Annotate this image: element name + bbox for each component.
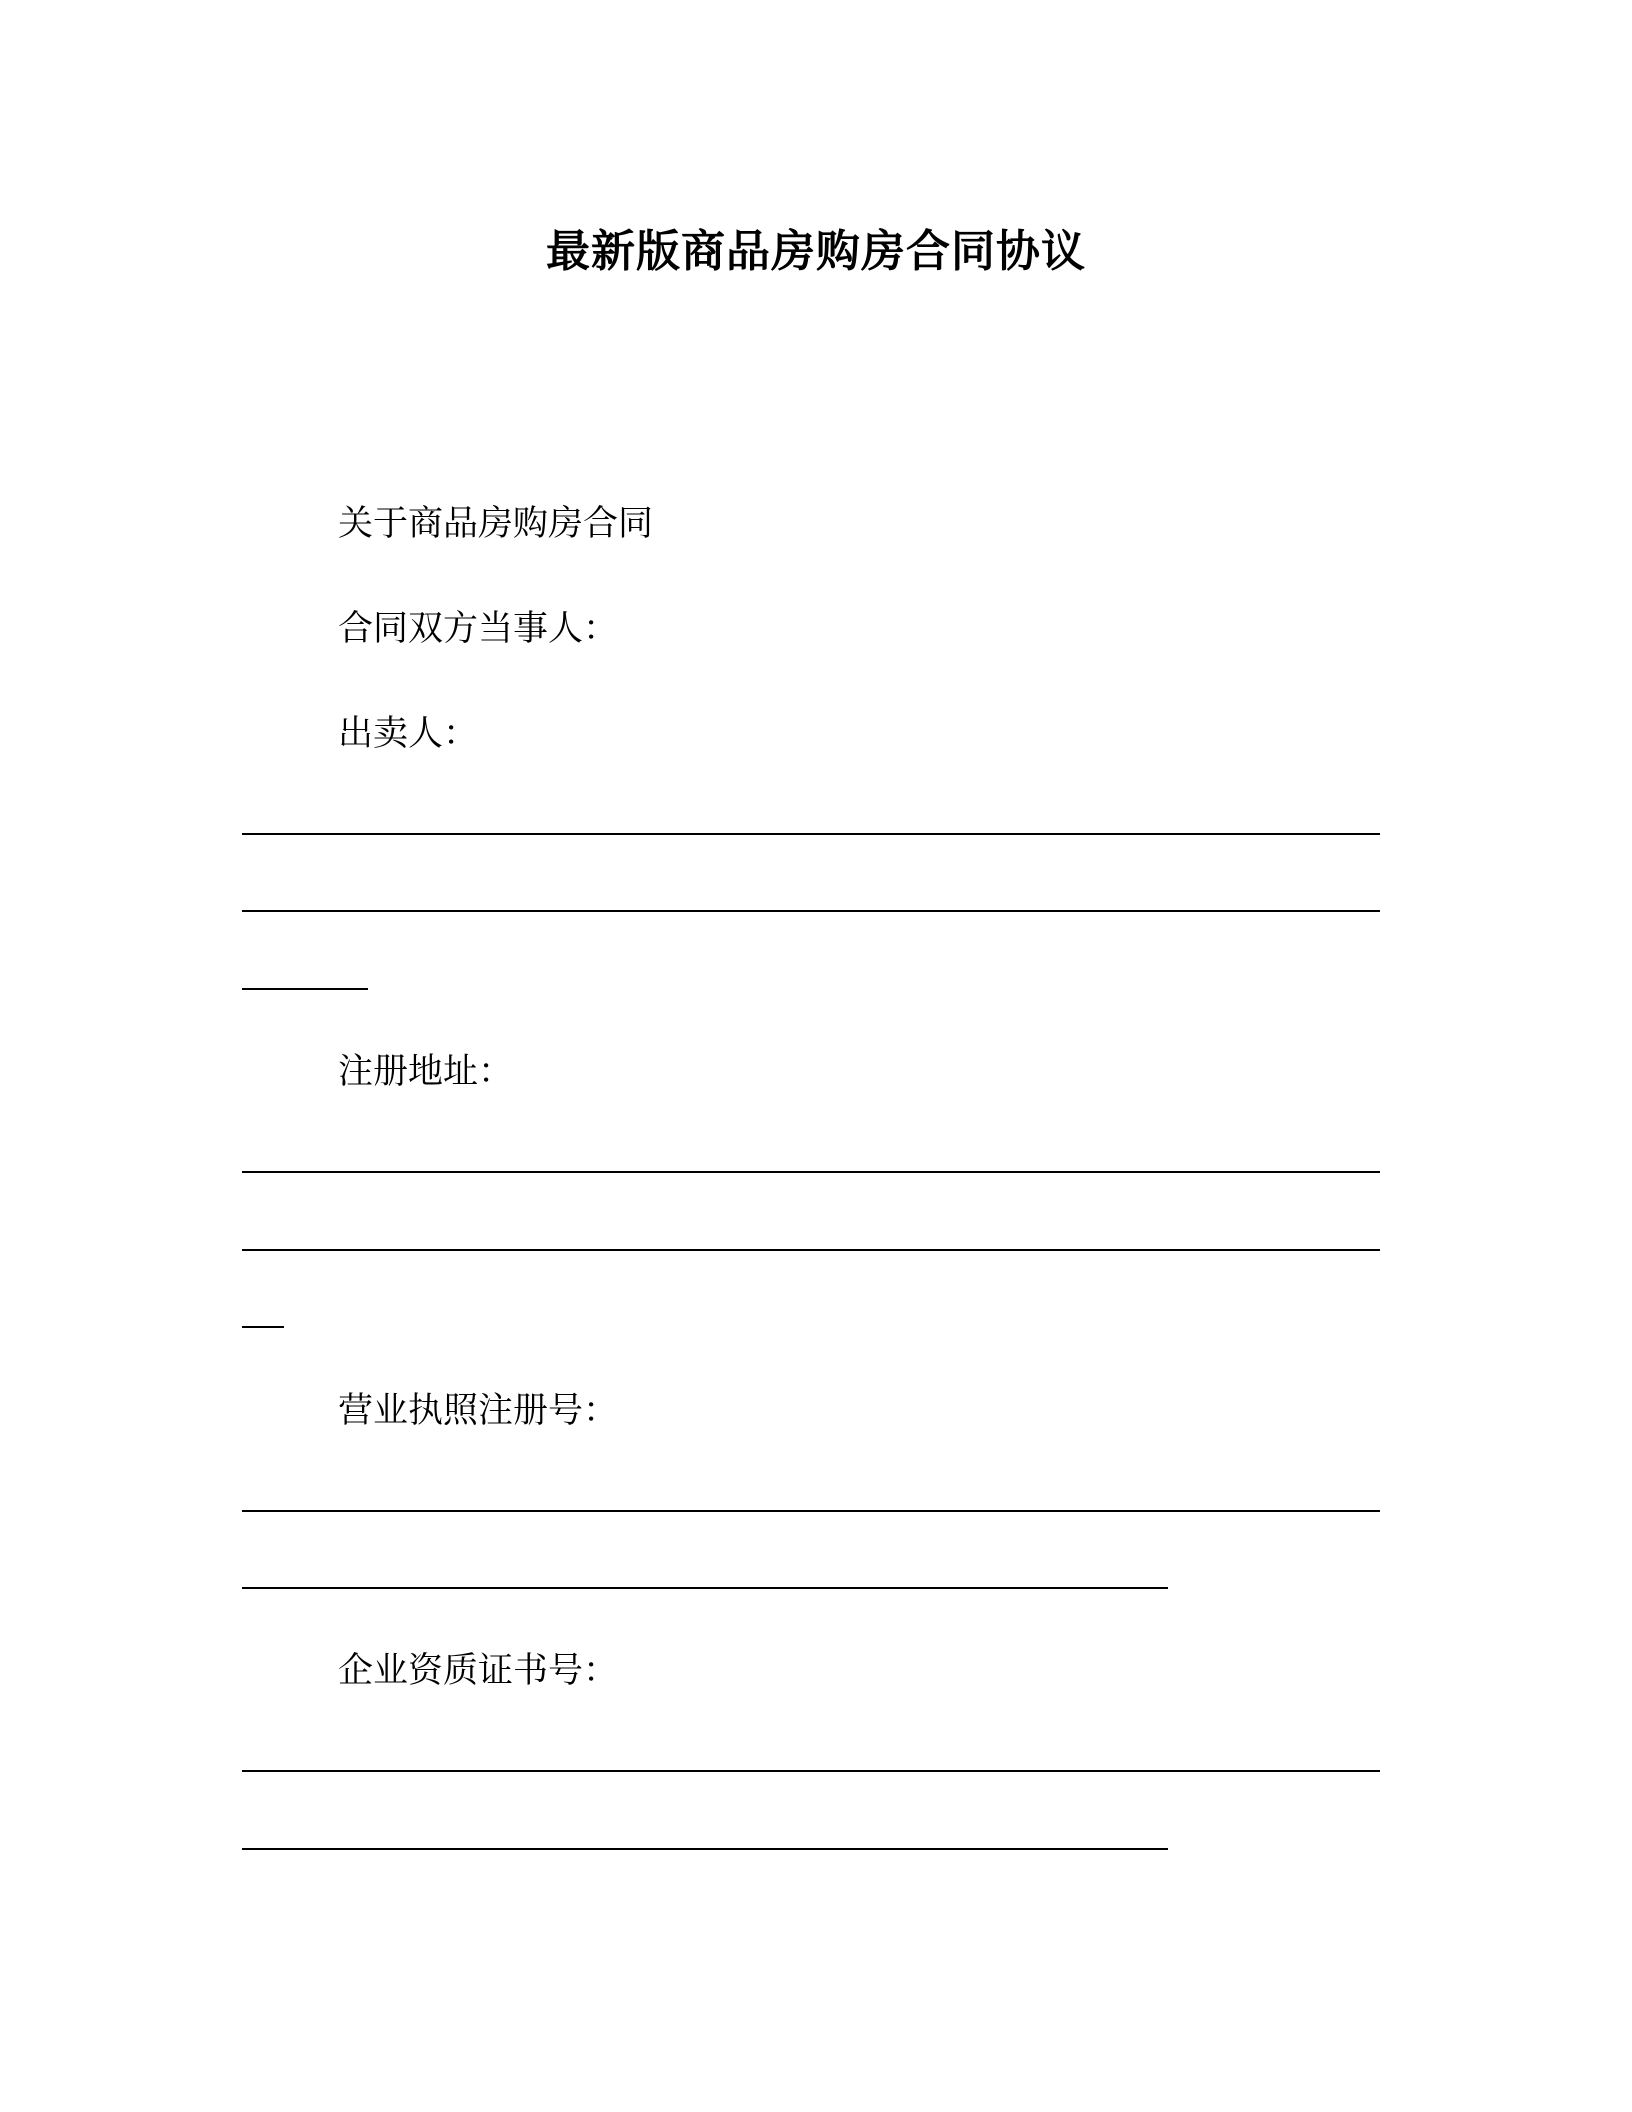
- parties-heading: 合同双方当事人：: [338, 609, 619, 649]
- registered-address-label: 注册地址：: [338, 1052, 514, 1092]
- seller-blank-line: [242, 833, 1380, 835]
- license-blank-line: [242, 1510, 1380, 1512]
- page-title: 最新版商品房购房合同协议: [546, 226, 1086, 277]
- seller-blank-line: [242, 988, 368, 990]
- intro-line: 关于商品房购房合同: [338, 504, 654, 544]
- cert-blank-line: [242, 1848, 1168, 1850]
- license-blank-line: [242, 1587, 1168, 1589]
- seller-label: 出卖人：: [338, 714, 479, 754]
- address-blank-line: [242, 1249, 1380, 1251]
- seller-blank-line: [242, 910, 1380, 912]
- address-blank-line: [242, 1326, 284, 1328]
- qualification-cert-label: 企业资质证书号：: [338, 1651, 619, 1691]
- address-blank-line: [242, 1171, 1380, 1173]
- business-license-label: 营业执照注册号：: [338, 1391, 619, 1431]
- cert-blank-line: [242, 1770, 1380, 1772]
